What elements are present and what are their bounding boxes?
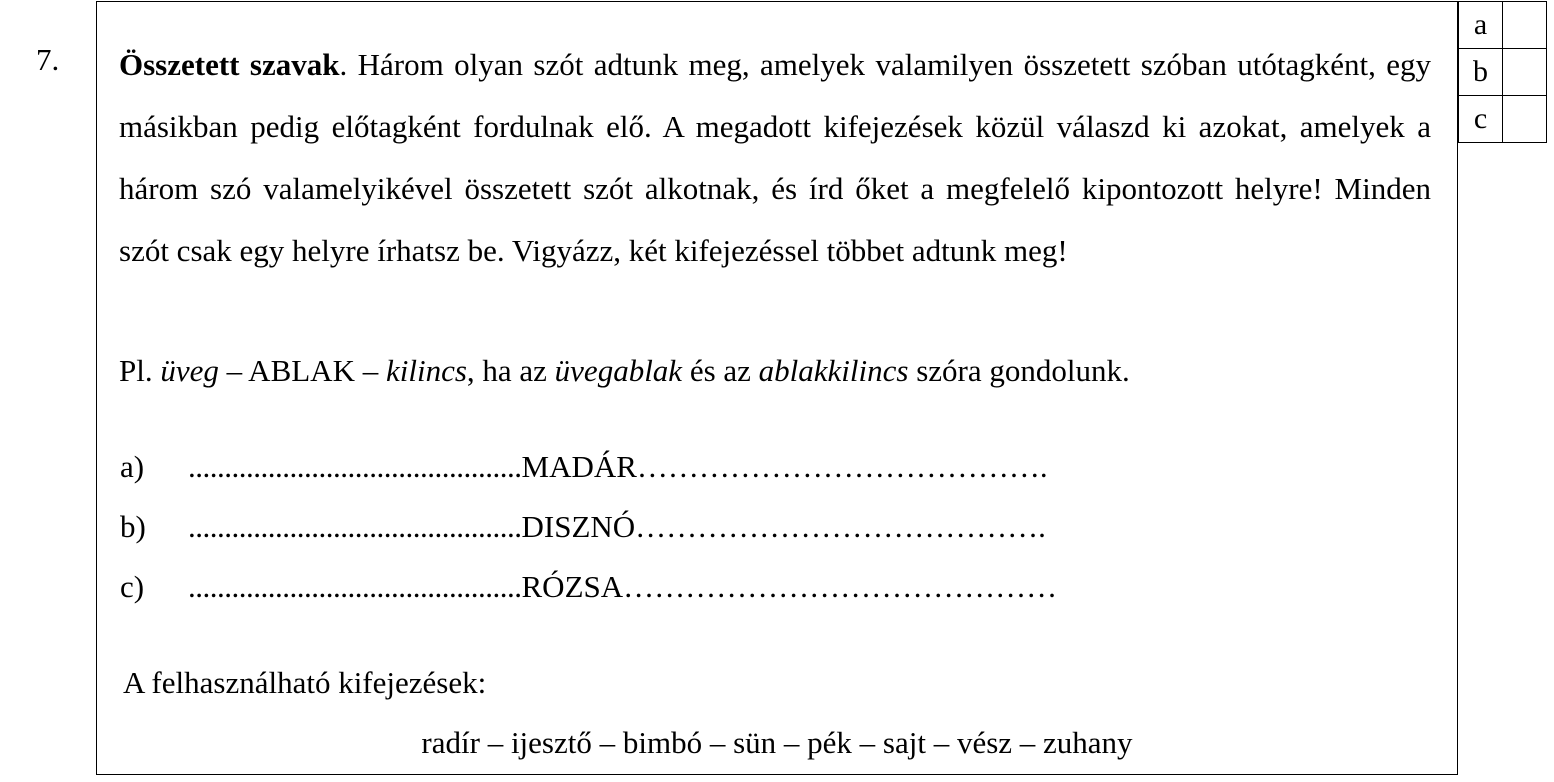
- example-prefix: Pl.: [119, 353, 161, 388]
- answer-letter: b): [120, 509, 146, 544]
- answer-blank-before[interactable]: ..............................................: [188, 569, 522, 604]
- word-bank-label: A felhasználható kifejezések:: [123, 665, 487, 700]
- score-row-c: [1459, 96, 1547, 143]
- answer-letter: c): [120, 569, 145, 604]
- answer-keyword: DISZNÓ: [521, 509, 636, 544]
- answer-blank-after[interactable]: ………………………………….: [635, 509, 1046, 544]
- score-cell[interactable]: [1503, 49, 1547, 96]
- answer-keyword: RÓZSA: [521, 569, 624, 604]
- example-word2: kilincs: [385, 353, 467, 388]
- example-suffix: szóra gondolunk.: [908, 353, 1130, 388]
- task-instructions-text: . Három olyan szót adtunk meg, amelyek valamilyen összetett szóban utótagként, egy másikban pedig előtagként fordulnak elő. A megadott kifejezések közül válaszd ki azokat, amelyek a három szó valamelyikével összetett szót alkotnak, és írd őket a megfelelő kipontozott helyre! Minden szót csak egy helyre írhatsz be. Vigyázz, két kifejezéssel többet adtunk meg!: [119, 47, 1431, 268]
- answer-letter: a): [120, 449, 145, 484]
- example-and: és az: [682, 353, 759, 388]
- answer-row-c: [120, 556, 1057, 618]
- task-title: Összetett szavak: [119, 47, 340, 82]
- score-row-label: c: [1459, 96, 1503, 143]
- answer-blank-after[interactable]: ……………………………………: [623, 569, 1058, 604]
- example-word1: üveg: [160, 353, 219, 388]
- example-middle: , ha az: [466, 353, 555, 388]
- score-row-a: [1459, 2, 1547, 49]
- word-bank-list: radír – ijesztő – bimbó – sün – pék – sajt – vész – zuhany: [421, 725, 1133, 760]
- task-number: 7.: [36, 42, 60, 77]
- score-row-label: a: [1459, 2, 1503, 49]
- answer-blank-after[interactable]: ………………………………….: [636, 449, 1048, 484]
- example-separator: – ABLAK –: [218, 353, 386, 388]
- example-compound2: ablakkilincs: [758, 353, 909, 388]
- task-instructions: [119, 34, 1431, 282]
- score-table: [1458, 1, 1547, 143]
- score-row-label: b: [1459, 49, 1503, 96]
- example-compound1: üvegablak: [554, 353, 683, 388]
- score-cell[interactable]: [1503, 2, 1547, 49]
- answer-blank-before[interactable]: ..............................................: [188, 449, 522, 484]
- example-line: [119, 340, 1130, 402]
- answer-keyword: MADÁR: [521, 449, 637, 484]
- score-cell[interactable]: [1503, 96, 1547, 143]
- score-row-b: [1459, 49, 1547, 96]
- answer-row-b: [120, 496, 1046, 558]
- answer-blank-before[interactable]: ..............................................: [188, 509, 522, 544]
- answer-row-a: [120, 436, 1048, 498]
